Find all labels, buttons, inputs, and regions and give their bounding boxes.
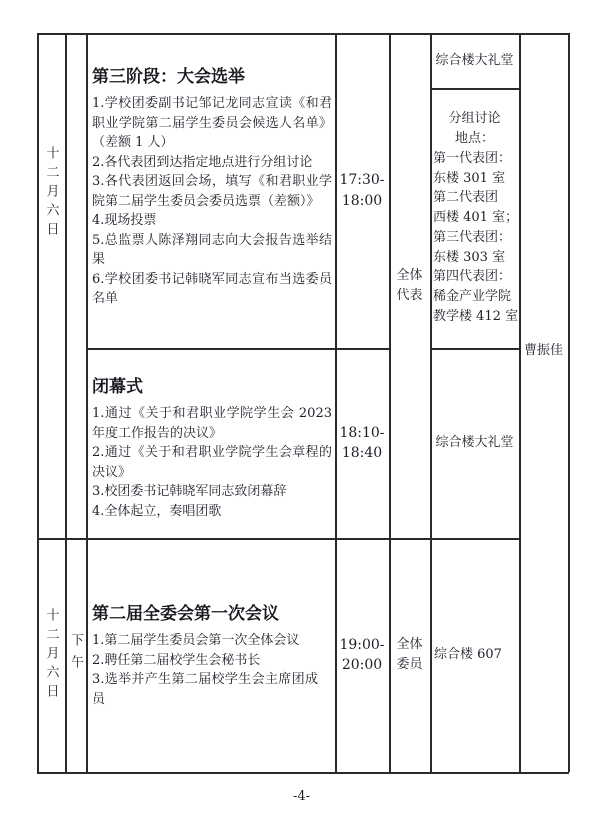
location-line: 分组讨论 bbox=[448, 111, 501, 127]
agenda-item: 4.现场投票 bbox=[92, 213, 157, 228]
location-line: 教学楼 412 室 bbox=[433, 309, 519, 325]
location-text: 综合楼大礼堂 bbox=[435, 52, 514, 68]
location-text: 综合楼大礼堂 bbox=[435, 435, 514, 451]
session-election-items bbox=[92, 94, 332, 309]
location-cell-607 bbox=[430, 538, 519, 772]
location-line: 地点： bbox=[454, 130, 494, 146]
agenda-item: 3.校团委书记韩晓军同志致闭幕辞 bbox=[92, 484, 287, 499]
agenda-item: 4.全体起立，奏唱团歌 bbox=[92, 503, 222, 519]
page-number: -4- bbox=[292, 789, 311, 804]
time-text: 18:00 bbox=[341, 192, 383, 209]
agenda-item: 1.通过《关于和君职业学院学生会 2023 年度工作报告的决议》 bbox=[92, 406, 332, 441]
responsible-cell bbox=[519, 341, 568, 361]
grid-line bbox=[86, 33, 88, 772]
session-election-cell bbox=[92, 64, 332, 309]
date-text: 十二月六日 bbox=[43, 146, 59, 241]
participants-text: 全体委员 bbox=[396, 637, 423, 672]
session-plenary-cell bbox=[92, 538, 318, 772]
grid-line bbox=[519, 33, 521, 772]
agenda-item: 2.通过《关于和君职业学院学生会章程的决议》 bbox=[92, 445, 332, 480]
location-text: 综合楼 607 bbox=[434, 647, 502, 663]
agenda-item: 2.各代表团到达指定地点进行分组讨论 bbox=[92, 154, 313, 170]
date-text: 十二月六日 bbox=[43, 607, 59, 703]
location-line: 第四代表团： bbox=[433, 269, 512, 285]
participants-cell-bottom bbox=[389, 538, 430, 772]
time-text: 18:10- bbox=[339, 424, 385, 441]
agenda-item: 1.学校团委副书记邹记龙同志宣读《和君职业学院第二届学生委员会候选人名单》（差额 1 人） bbox=[92, 96, 332, 150]
session-plenary-title: 第二届全委会第一次会议 bbox=[92, 604, 279, 624]
session-plenary-items bbox=[92, 631, 318, 709]
time-text: 20:00 bbox=[341, 657, 383, 673]
location-cell-hall-1 bbox=[430, 33, 519, 88]
agenda-item: 1.第二届学生委员会第一次全体会议 bbox=[92, 633, 300, 648]
agenda-item: 3.各代表团返回会场，填写《和君职业学院第二届学生委员会委员选票（差额）》 bbox=[92, 174, 332, 209]
participants-text: 全体代表 bbox=[396, 267, 423, 303]
date-cell-bottom bbox=[37, 538, 65, 772]
participants-cell-top bbox=[389, 33, 430, 538]
responsible-name: 曹振佳 bbox=[523, 343, 563, 358]
grid-line bbox=[37, 772, 569, 774]
time-cell-election bbox=[335, 33, 389, 348]
time-text: 19:00- bbox=[339, 636, 385, 653]
agenda-item: 6.学校团委书记韩晓军同志宣布当选委员名单 bbox=[92, 271, 332, 306]
session-closing-title: 闭幕式 bbox=[92, 377, 143, 397]
location-line: 第二代表团 bbox=[433, 190, 499, 206]
location-line: 西楼 401 室； bbox=[433, 210, 519, 226]
date-cell-top bbox=[37, 146, 65, 241]
time-text: 17:30- bbox=[339, 172, 385, 188]
location-cell-hall-2 bbox=[430, 348, 519, 538]
session-election-title: 第三阶段：大会选举 bbox=[92, 67, 245, 87]
location-line: 稀金产业学院 bbox=[433, 289, 512, 305]
session-closing-items bbox=[92, 404, 332, 521]
agenda-item: 3.选举并产生第二届校学生会主席团成员 bbox=[92, 672, 318, 707]
location-line: 东楼 301 室 bbox=[433, 170, 506, 186]
location-line: 第三代表团： bbox=[433, 229, 512, 245]
grid-line bbox=[568, 33, 570, 772]
location-line: 东楼 303 室 bbox=[433, 249, 506, 265]
location-line: 第一代表团： bbox=[433, 150, 512, 166]
period-cell bbox=[65, 538, 86, 772]
location-cell-groups bbox=[430, 88, 519, 348]
period-text: 下午 bbox=[68, 633, 83, 677]
time-cell-plenary bbox=[335, 538, 389, 772]
time-text: 18:40 bbox=[341, 445, 383, 461]
agenda-item: 2.聘任第二届校学生会秘书长 bbox=[92, 652, 261, 668]
session-closing-cell bbox=[92, 374, 332, 521]
time-cell-closing bbox=[335, 348, 389, 538]
agenda-item: 5.总监票人陈泽翔同志向大会报告选举结果 bbox=[92, 232, 332, 267]
